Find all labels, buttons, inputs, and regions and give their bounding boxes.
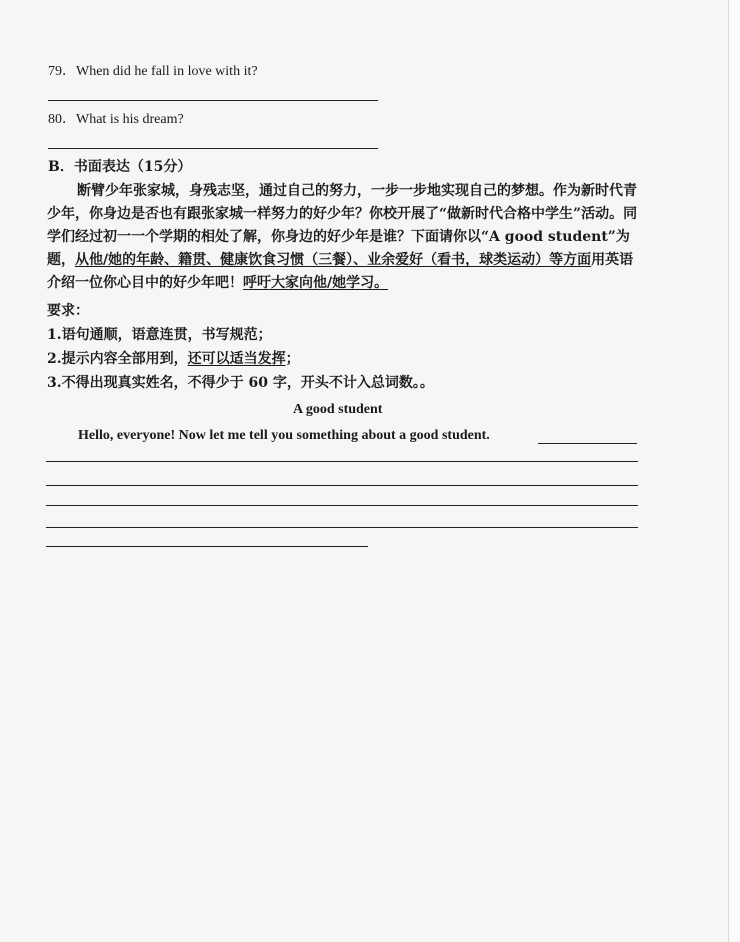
question-80: 80．What is his dream? (48, 112, 184, 127)
requirements-label: 要求： (47, 303, 89, 319)
section-b-heading: B．书面表达（15分） (48, 159, 192, 175)
writing-line-5[interactable] (46, 546, 368, 547)
prompt-text-1: 断臂少年张家城，身残志坚，通过自己的努力，一步一步地实现自己的梦想。作为新时代青少年，你身边是否也有跟张家城一样努力的好少年？你校开展了“做新时代合格中学生”活动。同学们经过初一一个学期的相处了解，你身边的好少年是谁？下面请你以“A good student”为题， (47, 183, 638, 268)
opening-answer-line[interactable] (538, 443, 637, 444)
writing-line-2[interactable] (46, 485, 638, 486)
requirement-2-text: 2.提示内容全部用到， (47, 351, 188, 367)
essay-opening: Hello, everyone! Now let me tell you something about a good student. (78, 428, 490, 443)
requirement-2 (47, 348, 300, 368)
question-79: 79．When did he fall in love with it? (48, 64, 258, 79)
writing-prompt (47, 180, 647, 295)
writing-line-4[interactable] (46, 527, 638, 528)
page-edge (728, 0, 740, 942)
essay-title: A good student (293, 402, 383, 417)
requirement-1: 1.语句通顺，语意连贯，书写规范； (47, 327, 272, 343)
prompt-text-2: 用英语介绍一位你心目中的好少年吧！ (47, 252, 634, 291)
prompt-underlined-topics: 从他/她的年龄、籍贯、健康饮食习惯（三餐）、业余爱好（看书，球类运动）等方面 (75, 252, 592, 268)
requirement-2-underlined: 还可以适当发挥 (187, 351, 286, 367)
requirement-2-end: ； (285, 351, 300, 367)
writing-line-3[interactable] (46, 505, 638, 506)
writing-line-1[interactable] (46, 461, 638, 462)
answer-line-80[interactable] (48, 148, 378, 149)
answer-line-79[interactable] (48, 100, 378, 101)
requirement-3: 3.不得出现真实姓名，不得少于 60 字，开头不计入总词数。。 (47, 375, 434, 391)
prompt-underlined-call: 呼吁大家向他/她学习。 (243, 275, 389, 291)
